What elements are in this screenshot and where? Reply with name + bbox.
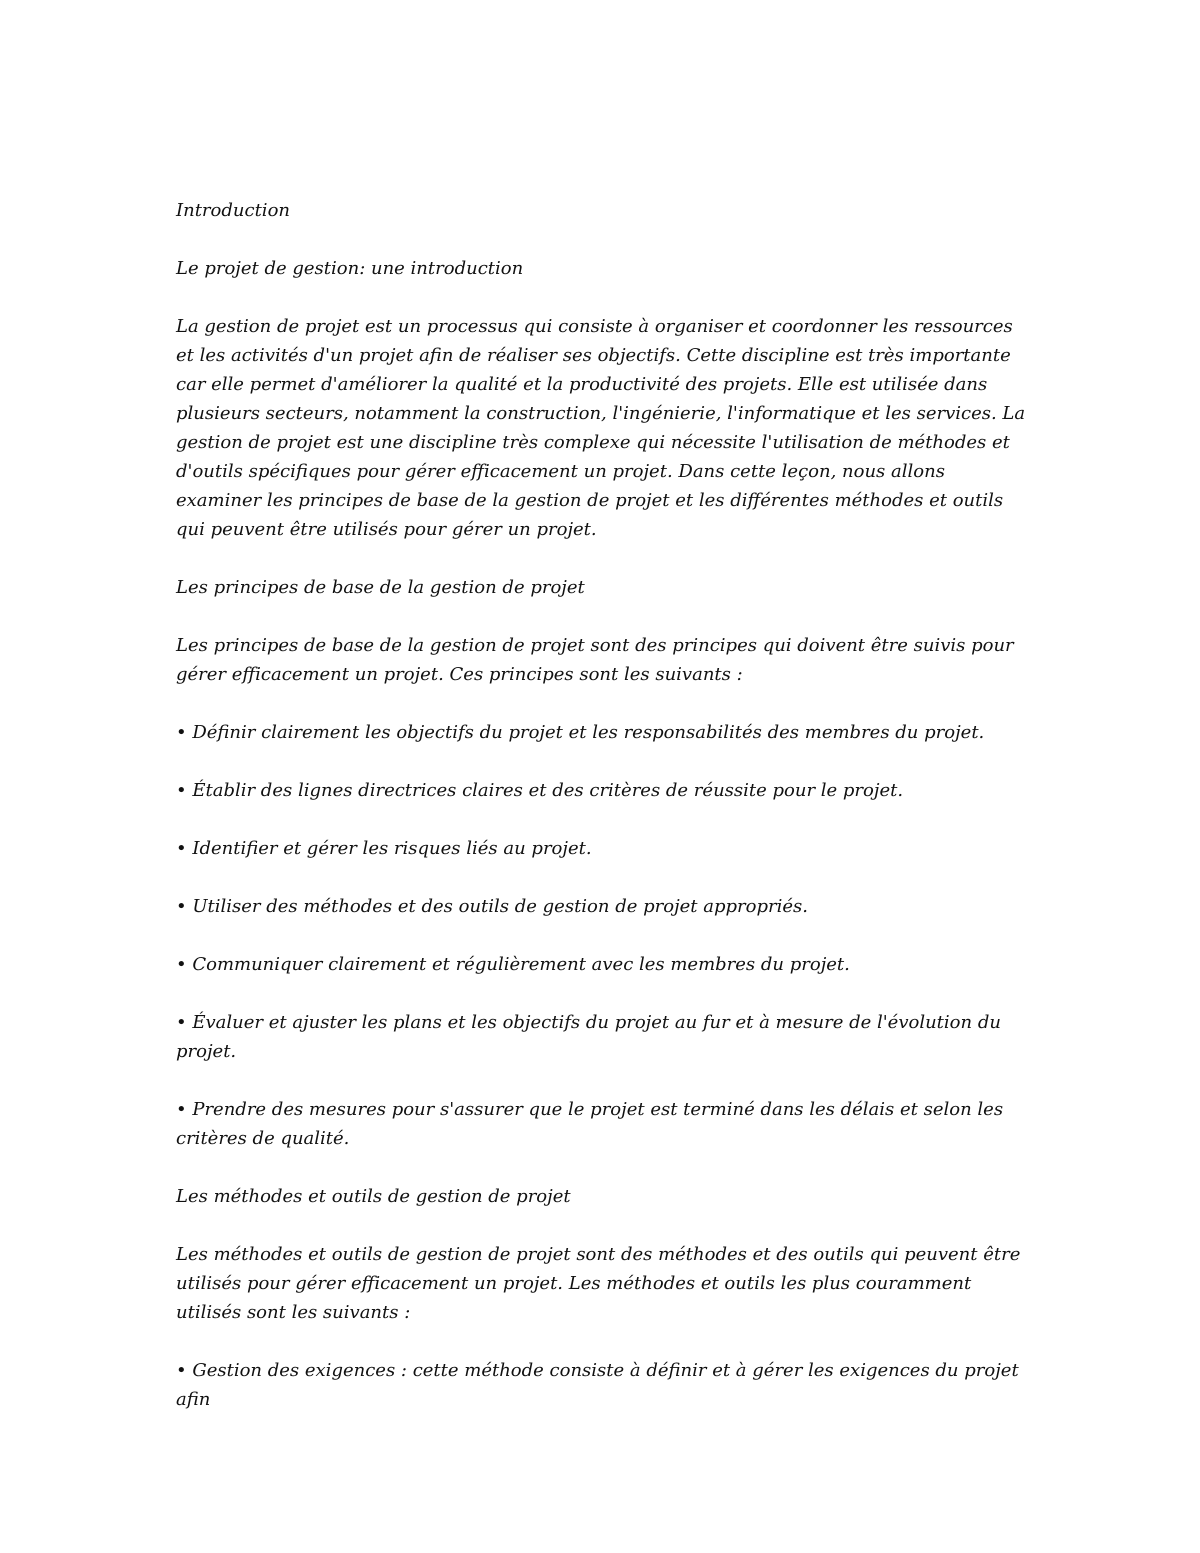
document-page [176,196,1026,1414]
document-subtitle: Le projet de gestion: une introduction [176,258,524,279]
bullet-item: • Prendre des mesures pour s'assurer que le projet est terminé dans les délais et selon les critères de qualité. [176,1099,1004,1149]
bullet-item: • Établir des lignes directrices claires et des critères de réussite pour le projet. [176,780,904,801]
intro-paragraph: La gestion de projet est un processus qui consiste à organiser et coordonner les ressources et les activités d'un projet afin de réaliser ses objectifs. Cette discipline est très importante car elle permet d'améliorer la qualité et la productivité des projets. Elle est utilisée dans plusieurs secteurs, notamment la construction, l'ingénierie, l'informatique et les services. La gestion de projet est une discipline très complexe qui nécessite l'utilisation de méthodes et d'outils spécifiques pour gérer efficacement un projet. Dans cette leçon, nous allons examiner les principes de base de la gestion de projet et les différentes méthodes et outils qui peuvent être utilisés pour gérer un projet. [176,316,1026,540]
methods-paragraph: Les méthodes et outils de gestion de projet sont des méthodes et des outils qui peuvent être utilisés pour gérer efficacement un projet. Les méthodes et outils les plus couramment utilisés sont les suivants : [176,1244,1021,1323]
bullet-item: • Identifier et gérer les risques liés au projet. [176,838,592,859]
principles-paragraph: Les principes de base de la gestion de projet sont des principes qui doivent être suivis pour gérer efficacement un projet. Ces principes sont les suivants : [176,635,1014,685]
section-heading-methods: Les méthodes et outils de gestion de projet [176,1186,571,1207]
bullet-item: • Utiliser des méthodes et des outils de gestion de projet appropriés. [176,896,808,917]
bullet-item: • Communiquer clairement et régulièrement avec les membres du projet. [176,954,850,975]
bullet-item: • Définir clairement les objectifs du projet et les responsabilités des membres du projet. [176,722,985,743]
bullet-item: • Évaluer et ajuster les plans et les objectifs du projet au fur et à mesure de l'évolution du projet. [176,1012,1001,1062]
bullet-item: • Gestion des exigences : cette méthode consiste à définir et à gérer les exigences du projet afin [176,1360,1019,1410]
heading-introduction: Introduction [176,200,290,221]
section-heading-principles: Les principes de base de la gestion de projet [176,577,585,598]
